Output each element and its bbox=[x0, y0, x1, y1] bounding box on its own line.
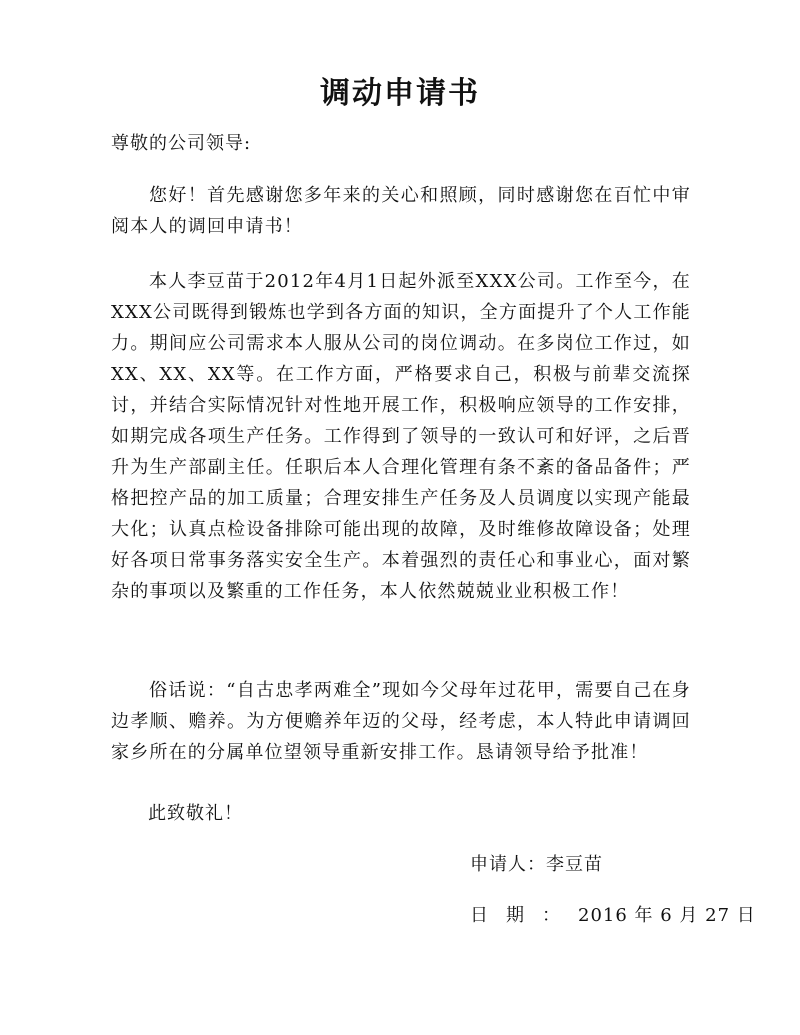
salutation: 尊敬的公司领导: bbox=[111, 133, 252, 154]
paragraph-request-reason: 俗话说：“自古忠孝两难全”现如今父母年过花甲，需要自己在身边孝顺、赡养。为方便赡养年迈的父母，经考虑，本人特此申请调回家乡所在的分属单位望领导重新安排工作。恳请领导给予批准！ bbox=[111, 680, 691, 763]
date-value: 2016 年 6 月 27 日 bbox=[578, 905, 756, 926]
paragraph-work-history: 本人李豆苗于2012年4月1日起外派至XXX公司。工作至今，在XXX公司既得到锻炼也学到各方面的知识，全方面提升了个人工作能力。期间应公司需求本人服从公司的岗位调动。在多岗位工作过，如XX、XX、XX等。在工作方面，严格要求自己，积极与前辈交流探讨，并结合实际情况针对性地开展工作，积极响应领导的工作安排，如期完成各项生产任务。工作得到了领导的一致认可和好评，之后晋升为生产部副主任。任职后本人合理化管理有条不紊的备品备件；严格把控产品的加工质量；合理安排生产任务及人员调度以实现产能最大化；认真点检设备排除可能出现的故障，及时维修故障设备；处理好各项日常事务落实安全生产。本着强烈的责任心和事业心，面对繁杂的事项以及繁重的工作任务，本人依然兢兢业业积极工作！ bbox=[111, 271, 691, 602]
date-label: 日期： bbox=[470, 905, 578, 926]
signature-applicant bbox=[470, 852, 603, 878]
paragraph-greeting: 您好！首先感谢您多年来的关心和照顾，同时感谢您在百忙中审阅本人的调回申请书！ bbox=[111, 185, 691, 237]
closing-line: 此致敬礼！ bbox=[148, 803, 243, 824]
applicant-name: 李豆苗 bbox=[546, 854, 603, 875]
applicant-label: 申请人： bbox=[470, 854, 546, 875]
document-title: 调动申请书 bbox=[320, 76, 480, 111]
signature-date bbox=[470, 903, 756, 929]
